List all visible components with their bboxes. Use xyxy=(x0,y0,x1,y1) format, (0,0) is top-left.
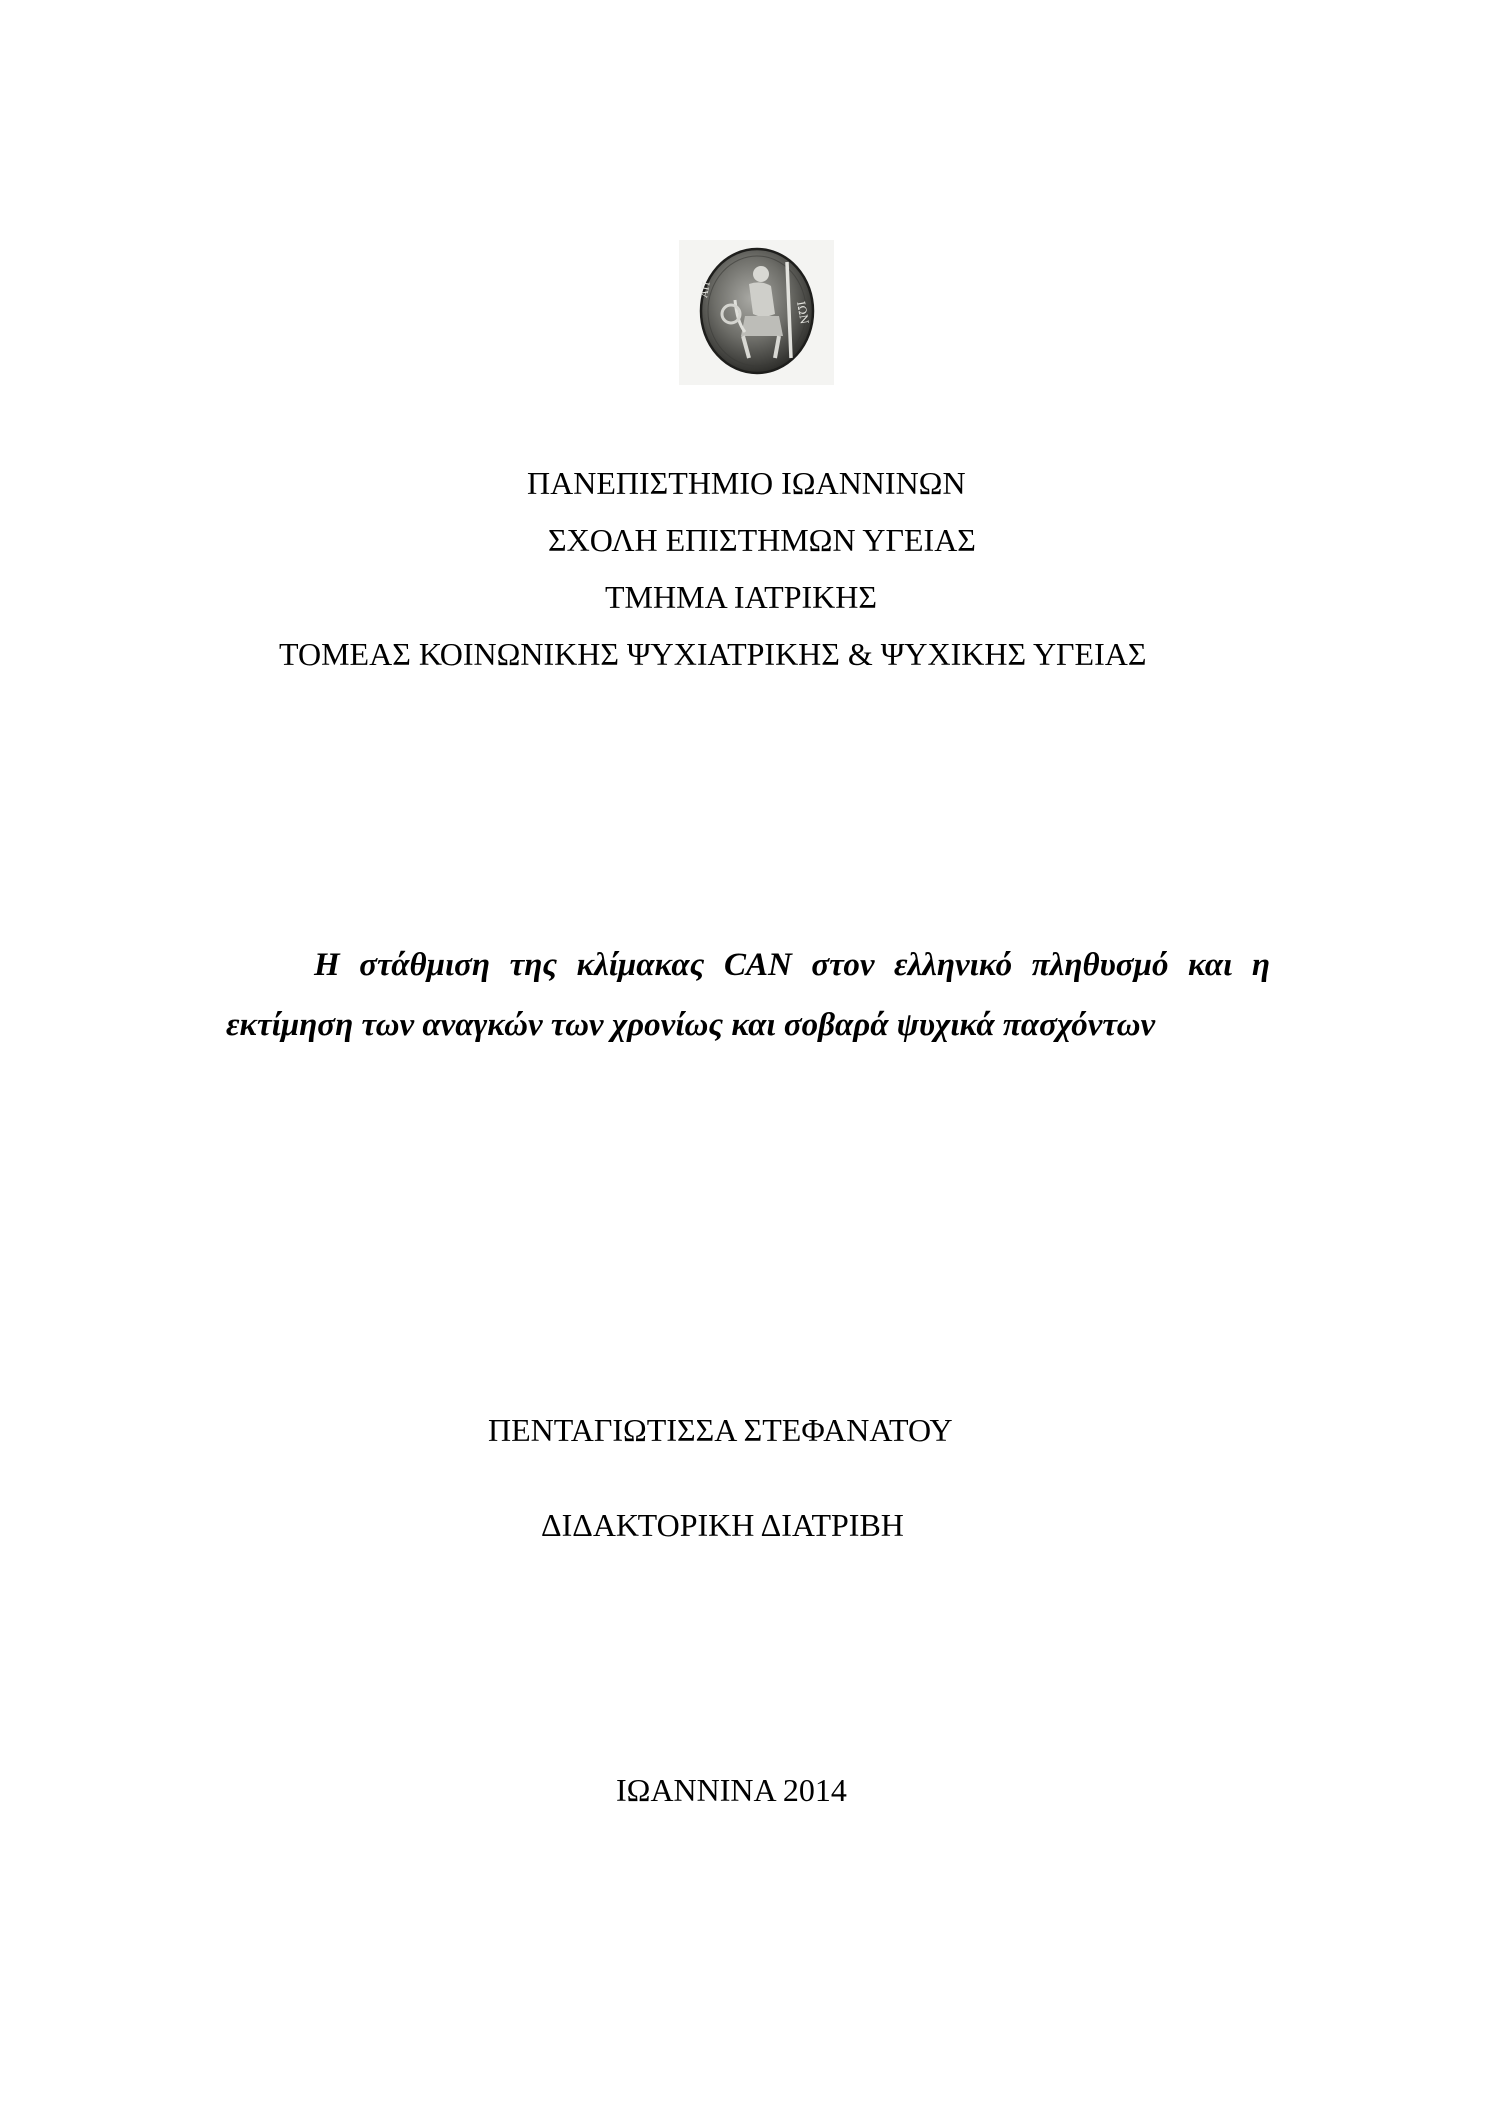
department-name: ΤΜΗΜΑ ΙΑΤΡΙΚΗΣ xyxy=(605,579,877,615)
thesis-title-block xyxy=(226,935,1270,1055)
svg-text:ΙΩΝ: ΙΩΝ xyxy=(794,300,811,326)
school-name: ΣΧΟΛΗ ΕΠΙΣΤΗΜΩΝ ΥΓΕΙΑΣ xyxy=(548,522,976,558)
thesis-title: Η στάθμιση της κλίμακας CAN στον ελληνικό πληθυσμό και η εκτίμηση των αναγκών των χρονίως και σοβαρά ψυχικά πασχόντων xyxy=(226,947,1270,1043)
author-name: ΠΕΝΤΑΓΙΩΤΙΣΣΑ ΣΤΕΦΑΝΑΤΟΥ xyxy=(488,1412,953,1448)
thesis-type: ΔΙΔΑΚΤΟΡΙΚΗ ΔΙΑΤΡΙΒΗ xyxy=(541,1507,904,1543)
university-seal-icon xyxy=(679,240,834,385)
sector-name: ΤΟΜΕΑΣ ΚΟΙΝΩΝΙΚΗΣ ΨΥΧΙΑΤΡΙΚΗΣ & ΨΥΧΙΚΗΣ ΥΓΕΙΑΣ xyxy=(279,636,1147,672)
place-and-year: ΙΩΑΝΝΙΝΑ 2014 xyxy=(616,1772,847,1808)
university-name: ΠΑΝΕΠΙΣΤΗΜΙΟ ΙΩΑΝΝΙΝΩΝ xyxy=(527,465,966,501)
svg-text:ΑΠ: ΑΠ xyxy=(699,280,713,299)
